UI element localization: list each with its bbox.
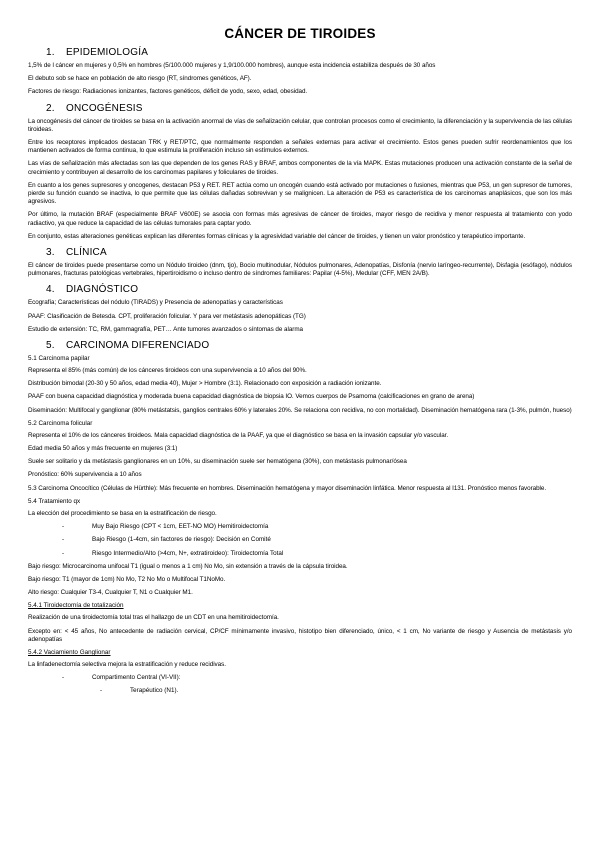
section-heading-oncogenesis — [46, 103, 572, 114]
section-heading-carcinoma-diferenciado — [46, 340, 572, 351]
dash-marker: - — [62, 523, 65, 531]
section-number: 3. — [46, 247, 55, 259]
section-heading-clinica — [46, 247, 572, 258]
list-item — [28, 523, 572, 531]
list-item — [28, 687, 572, 695]
list-item-text: Terapéutico (N1). — [130, 687, 179, 695]
section-number: 4. — [46, 284, 55, 296]
paragraph: En cuanto a los genes supresores y oncogenes, destacan P53 y RET. RET actúa como un oncogén cuando está activado por mutaciones o fusiones, mientras que P53, un gen supresor de tumores, pierde su función cuando se inactiva, lo que permite que las células dañadas sobrevivan y se malignicen. La alteración de P53 es característica de los carcinomas anaplásicos, que son los más agresivos. — [28, 181, 572, 206]
paragraph: Realización de una tiroidectomía total tras el hallazgo de un CDT en una hemitiroidectomía. — [28, 614, 279, 622]
paragraph: Pronóstico: 60% supervivencia a 10 años — [28, 471, 142, 479]
section-title: DIAGNÓSTICO — [66, 284, 139, 296]
page-title: CÁNCER DE TIROIDES — [224, 26, 376, 41]
paragraph: En conjunto, estas alteraciones genéticas explican las diferentes formas clínicas y la agresividad variable del cáncer de tiroides, y tienen un valor pronóstico y terapéutico importante. — [28, 232, 526, 240]
dash-marker: - — [62, 549, 65, 557]
list-item — [28, 674, 572, 682]
subsection-heading: 5.4.2 Vaciamiento Ganglionar — [28, 648, 111, 656]
subsection-heading: 5.1 Carcinoma papilar — [28, 355, 90, 363]
paragraph: Factores de riesgo: Radiaciones ionizantes, factores genéticos, déficit de yodo, sexo, edad, obesidad. — [28, 88, 308, 96]
paragraph: Ecografía; Características del nódulo (TIRADS) y Presencia de adenopatías y características — [28, 299, 283, 307]
paragraph: Bajo riesgo: T1 (mayor de 1cm) No Mo, T2 No Mo o Multifocal T1NoMo. — [28, 575, 226, 583]
paragraph: Alto riesgo: Cualquier T3-4, Cualquier T, N1 o Cualquier M1. — [28, 589, 193, 597]
paragraph: Las vías de señalización más afectadas son las que dependen de los genes RAS y BRAF, ambos componentes de la vía MAPK. Estas mutaciones producen una activación constante de la señal de crecimiento y contribuyen al desarrollo de los carcinomas papilares y foliculares de tiroides. — [28, 160, 572, 176]
risk-list — [28, 523, 572, 558]
subsection-heading: 5.2 Carcinoma folicular — [28, 419, 93, 427]
paragraph: El debuto sob se hace en población de alto riesgo (RT, síndromes genéticos, AF). — [28, 75, 252, 83]
section-heading-epidemiologia — [46, 47, 572, 58]
list-item-text: Compartimento Central (VI-VII): — [92, 674, 181, 682]
paragraph: La linfadenectomía selectiva mejora la estratificación y reduce recidivas. — [28, 660, 226, 668]
paragraph: Diseminación: Multifocal y ganglionar (80% metástatsis, ganglios centrales 60% y laterales 20%. Se relaciona con recidiva, no con mortalidad). Diseminación hematógena rara (1-3%, pulmón, hueso) — [28, 406, 572, 414]
section-number: 5. — [46, 340, 55, 352]
section-number: 1. — [46, 47, 55, 58]
paragraph: Representa el 85% (más común) de los cánceres tiroideos con una supervivencia a 10 años del 90%. — [28, 367, 307, 375]
paragraph: PAAF con buena capacidad diagnóstica y moderada buena capacidad diagnóstica de biopsia IO. Vemos cuerpos de Psamoma (calcificaciones en grano de arena) — [28, 393, 475, 401]
list-item-text: Bajo Riesgo (1-4cm, sin factores de riesgo): Decisión en Comité — [92, 536, 271, 544]
paragraph: Bajo riesgo: Microcarcinoma unifocal T1 (igual o menos a 1 cm) No Mo, sin extensión a través de la cápsula tiroidea. — [28, 562, 348, 570]
paragraph: Suele ser solitario y da metástasis ganglionares en un 10%, su diseminación suele ser hematógena (30%), con metástasis pulmonar/ósea — [28, 458, 407, 466]
compartment-sublist — [28, 687, 572, 695]
paragraph: Por último, la mutación BRAF (especialmente BRAF V600E) se asocia con formas más agresivas de cáncer de tiroides, mayor riesgo de recidiva y menor respuesta al tratamiento con yodo radiactivo, ya que reduce la capacidad de las células tumorales para captar yodo. — [28, 211, 572, 227]
dash-marker: - — [100, 687, 103, 695]
dash-marker: - — [62, 674, 65, 682]
paragraph: La oncogénesis del cáncer de tiroides se basa en la activación anormal de vías de señalización celular, que controlan procesos como el crecimiento, la diferenciación y la supervivencia de las células tiroideas. — [28, 117, 572, 133]
paragraph: Edad media 50 años y más frecuente en mujeres (3:1) — [28, 445, 178, 453]
paragraph: La elección del procedimiento se basa en la estratificación de riesgo. — [28, 509, 217, 517]
paragraph: Entre los receptores implicados destacan TRK y RET/PTC, que normalmente responden a señales externas para activar el crecimiento. Estos genes pueden sufrir reordenamientos que los mantienen activados de forma continua, lo que estimula la proliferación incluso sin estímulos externos. — [28, 139, 572, 155]
section-title: EPIDEMIOLOGÍA — [66, 47, 149, 58]
compartment-list — [28, 674, 572, 682]
paragraph: Excepto en: < 45 años, No antecedente de radiación cervical, CP/CF mínimamente invasivo, histotipo bien diferenciado, único, < 1 cm, No variante de riesgo y Ausencia de metástasis y/o adenopatías — [28, 627, 572, 643]
subsection-heading: 5.4 Tratamiento qx — [28, 497, 81, 505]
subsection-heading: 5.4.1 Tiroidectomía de totalización — [28, 602, 124, 610]
paragraph: 5.3 Carcinoma Oncocítico (Células de Hürthle): Más frecuente en hombres. Diseminación hematógena y mayor diseminación linfática. Menor respuesta al I131. Pronóstico menos favorable. — [28, 484, 547, 492]
dash-marker: - — [62, 536, 65, 544]
section-heading-diagnostico — [46, 284, 572, 295]
paragraph: Distribución bimodal (20-30 y 50 años, edad media 40), Mujer > Hombre (3:1). Relacionado con exposición a radiación ionizante. — [28, 380, 382, 388]
section-title: CARCINOMA DIFERENCIADO — [66, 340, 210, 352]
list-item — [28, 550, 572, 558]
list-item-text: Riesgo Intermedio/Alto (>4cm, N+, extratiroideo): Tiroidectomía Total — [92, 549, 284, 557]
section-title: ONCOGÉNESIS — [66, 102, 143, 114]
section-number: 2. — [46, 102, 55, 114]
paragraph: El cáncer de tiroides puede presentarse como un Nódulo tiroideo (dnm, tjo), Bocio multinodular, Nódulos pulmonares, Adenopatías, Disfonía (nervio laríngeo-recurrente), Disfagia (esófago), nódulos pulmonares, fracturas patológicas vertebrales, hipertiroidismo o incluso dentro de síndromes familiares: Papilar (4-5%), Medular (CFF, MEN 2A/B). — [28, 262, 572, 278]
paragraph: PAAF: Clasificación de Betesda. CPT, proliferación folicular. Y para ver metástasis adenopáticas (TG) — [28, 312, 306, 320]
paragraph: Representa el 10% de los cánceres tiroideos. Mala capacidad diagnóstica de la PAAF, ya que el diagnóstico se basa en la invasión capsular y/o vascular. — [28, 431, 449, 439]
section-title: CLÍNICA — [66, 247, 107, 259]
list-item — [28, 536, 572, 544]
paragraph: 1,5% de l cáncer en mujeres y 0,5% en hombres (5/100.000 mujeres y 1,9/100.000 hombres), aunque esta incidencia estabiliza después de 30 años — [28, 62, 436, 69]
paragraph: Estudio de extensión: TC, RM, gammagrafía, PET… Ante tumores avanzados o síntomas de alarma — [28, 325, 303, 333]
list-item-text: Muy Bajo Riesgo (CPT < 1cm, EET-NO MO) Hemitiroidectomía — [92, 523, 269, 531]
